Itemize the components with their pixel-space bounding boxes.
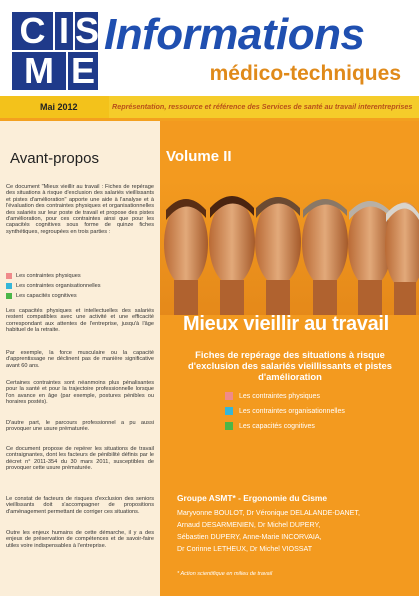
foreword-paragraph: Outre les enjeux humains de cette démarche, il y a des enjeux de préservation de compétences et de savoir-faire utiles voire indispensables à l'entreprise.: [6, 530, 154, 549]
authors-list: [177, 507, 407, 555]
legend-label: Les contraintes physiques: [239, 392, 320, 400]
legend-item-physical: [6, 272, 81, 279]
volume-label: Volume II: [166, 148, 232, 165]
cover-legend-cognitive: [225, 421, 315, 431]
foreword-heading: Avant-propos: [10, 150, 99, 167]
logo-letter: M: [12, 52, 66, 90]
foreword-intro: Ce document "Mieux vieillir au travail : Fiches de repérage des situations à risque d'exclusion des salariés vieillissants et pistes d'amélioration" apporte une aide à l'analyse et à l'évaluation des contraintes physiques et organisationnelles des salariés sur leur poste de travail et propose des pistes d'amélioration, pour ces contraintes ainsi que pour les capacités cognitives sous forme de quinze fiches synthétiques, regroupées en trois parties :: [6, 184, 154, 235]
legend-swatch: [225, 407, 233, 415]
legend-label: Les contraintes physiques: [16, 272, 81, 279]
author-line: Arnaud DESARMENIEN, Dr Michel DUPERY,: [177, 521, 321, 529]
cover-title: Mieux vieillir au travail: [183, 313, 389, 335]
legend-item-organisational: [6, 282, 101, 289]
cover-legend-organisational: [225, 406, 345, 416]
foreword-paragraph: Les capacités physiques et intellectuelles des salariés restent compatibles avec une activité et une efficacité correspondant aux attentes de l'entreprise, jusqu'à l'âge habituel de la retraite.: [6, 308, 154, 334]
legend-label: Les contraintes organisationnelles: [239, 407, 345, 415]
authors-group-title: Groupe ASMT* - Ergonomie du Cisme: [177, 493, 327, 503]
legend-item-cognitive: [6, 292, 77, 299]
issue-date: Mai 2012: [0, 96, 109, 118]
publication-title: Informations: [104, 10, 365, 59]
cover-subtitle: Fiches de repérage des situations à risque d'exclusion des salariés vieillissants et pistes d'amélioration: [188, 349, 392, 382]
foreword-paragraph: Certaines contraintes sont néanmoins plus pénalisantes pour la santé et pour la trajectoire professionnelle lorsque l'on avance en âge (par exemple, postures pénibles ou horaires postés).: [6, 380, 154, 406]
tagline: Représentation, ressource et référence des Services de santé au travail interentreprises: [112, 102, 413, 111]
legend-label: Les capacités cognitives: [16, 292, 77, 299]
aging-faces-illustration: [160, 180, 419, 315]
author-line: Dr Corinne LETHEUX, Dr Michel VIOSSAT: [177, 545, 313, 553]
logo-letter: E: [68, 52, 98, 90]
legend-label: Les capacités cognitives: [239, 422, 315, 430]
author-line: Maryvonne BOULOT, Dr Véronique DELALANDE-DANET,: [177, 509, 360, 517]
logo-letter: I: [55, 12, 73, 50]
legend-swatch: [6, 273, 12, 279]
legend-label: Les contraintes organisationnelles: [16, 282, 101, 289]
footnote: * Action scientifique en milieu de travail: [177, 571, 273, 577]
logo-letter: C: [12, 12, 53, 50]
cover-legend-physical: [225, 391, 320, 401]
legend-swatch: [6, 293, 12, 299]
foreword-paragraph: Par exemple, la force musculaire ou la capacité d'apprentissage ne déclinent pas de manière significative avant 60 ans.: [6, 350, 154, 369]
cisme-logo: [12, 12, 98, 92]
foreword-paragraph: Le constat de facteurs de risques d'exclusion des seniors vieillissants doit s'accompagner de propositions d'aménagement permettant de corriger ces situations.: [6, 496, 154, 515]
foreword-paragraph: D'autre part, le parcours professionnel a pu aussi provoquer une usure prématurée.: [6, 420, 154, 433]
foreword-paragraph: Ce document propose de repérer les situations de travail contraignantes, dont les facteurs de pénibilité définis par le décret n° 2011-354 du 30 mars 2011, susceptibles de provoquer cette usure prématurée.: [6, 446, 154, 472]
legend-swatch: [225, 422, 233, 430]
legend-swatch: [225, 392, 233, 400]
publication-subtitle: médico-techniques: [209, 62, 401, 85]
author-line: Sébastien DUPERY, Anne-Marie INCORVAIA,: [177, 533, 322, 541]
logo-letter: S: [75, 10, 100, 51]
legend-swatch: [6, 283, 12, 289]
